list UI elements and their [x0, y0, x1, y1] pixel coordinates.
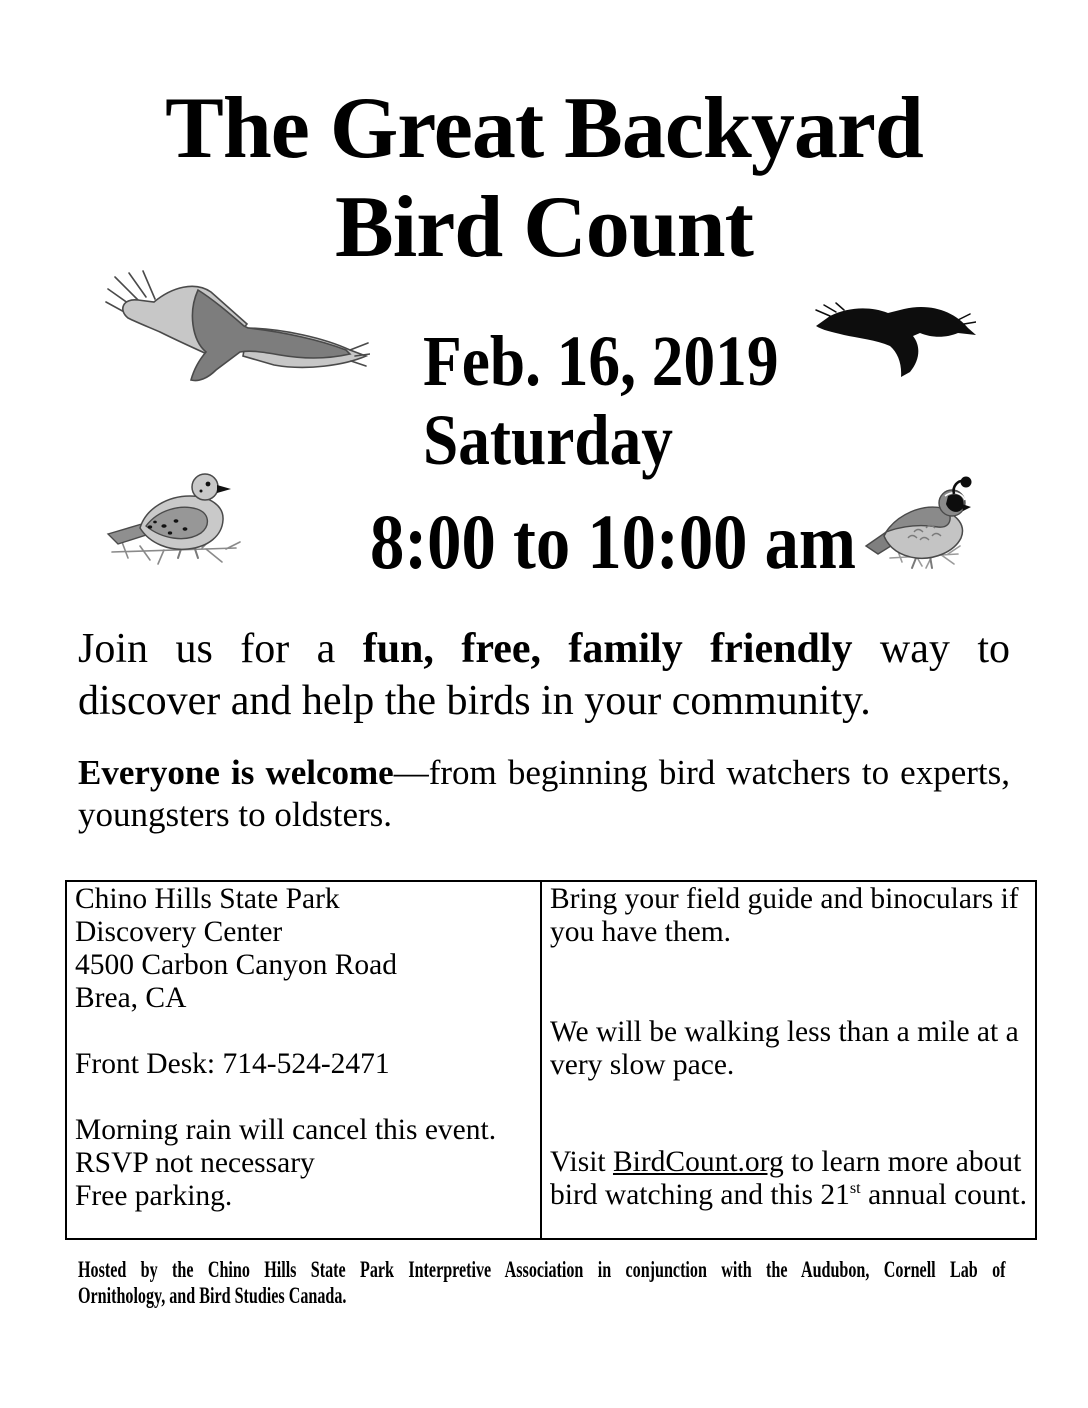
footer-line-1: Hosted by the Chino Hills State Park Interpretive Association in conjunction with the Audubon, Cornell Lab of	[78, 1257, 1006, 1282]
note-line: RSVP not necessary	[75, 1147, 315, 1179]
lead-bold-phrase: fun, free, family friendly	[362, 626, 853, 672]
title-line-2: Bird Count	[335, 179, 753, 276]
lead-paragraph	[78, 623, 1010, 727]
lead-line-1: Join us for a fun, free, family friendly way to	[78, 626, 1010, 672]
event-date-block	[423, 322, 779, 480]
welcome-line-2: youngsters to oldsters.	[78, 795, 393, 834]
tip-bring: Bring your field guide and binoculars if you have them.	[550, 883, 1019, 948]
event-notes	[75, 1114, 532, 1213]
address-line: 4500 Carbon Canyon Road	[75, 949, 398, 981]
event-time: 8:00 to 10:00 am	[370, 498, 857, 585]
soaring-hawk-icon	[98, 266, 370, 386]
flying-crow-icon	[810, 302, 976, 380]
hosted-by-footer	[78, 1257, 1006, 1309]
footer-line-2: Ornithology, and Bird Studies Canada.	[78, 1283, 347, 1308]
tips-cell	[542, 882, 1035, 1238]
address-line: Discovery Center	[75, 916, 283, 948]
address-line: Brea, CA	[75, 982, 187, 1014]
event-day: Saturday	[423, 400, 673, 480]
california-quail-icon	[862, 470, 980, 572]
lead-line-2: discover and help the birds in your community.	[78, 678, 871, 724]
mourning-dove-icon	[106, 466, 248, 568]
note-line: Morning rain will cancel this event.	[75, 1114, 497, 1146]
event-info-table	[65, 880, 1037, 1240]
welcome-bold-phrase: Everyone is welcome	[78, 753, 394, 792]
tip-visit: Visit BirdCount.org to learn more about bird watching and this 21st annual count.	[550, 1146, 1028, 1211]
ordinal-superscript: st	[849, 1179, 861, 1198]
tip-walking: We will be walking less than a mile at a very slow pace.	[550, 1016, 1019, 1081]
location-cell	[67, 882, 542, 1238]
note-line: Free parking.	[75, 1180, 233, 1212]
page-title	[0, 79, 1088, 277]
birdcount-link[interactable]: BirdCount.org	[612, 1146, 784, 1178]
welcome-paragraph	[78, 752, 1010, 836]
event-date: Feb. 16, 2019	[423, 321, 779, 401]
welcome-line-1: Everyone is welcome—from beginning bird watchers to experts,	[78, 753, 1010, 792]
front-desk-phone: Front Desk: 714-524-2471	[75, 1048, 390, 1080]
address-line: Chino Hills State Park	[75, 883, 340, 915]
title-line-1: The Great Backyard	[165, 80, 923, 177]
location-address	[75, 883, 532, 1015]
